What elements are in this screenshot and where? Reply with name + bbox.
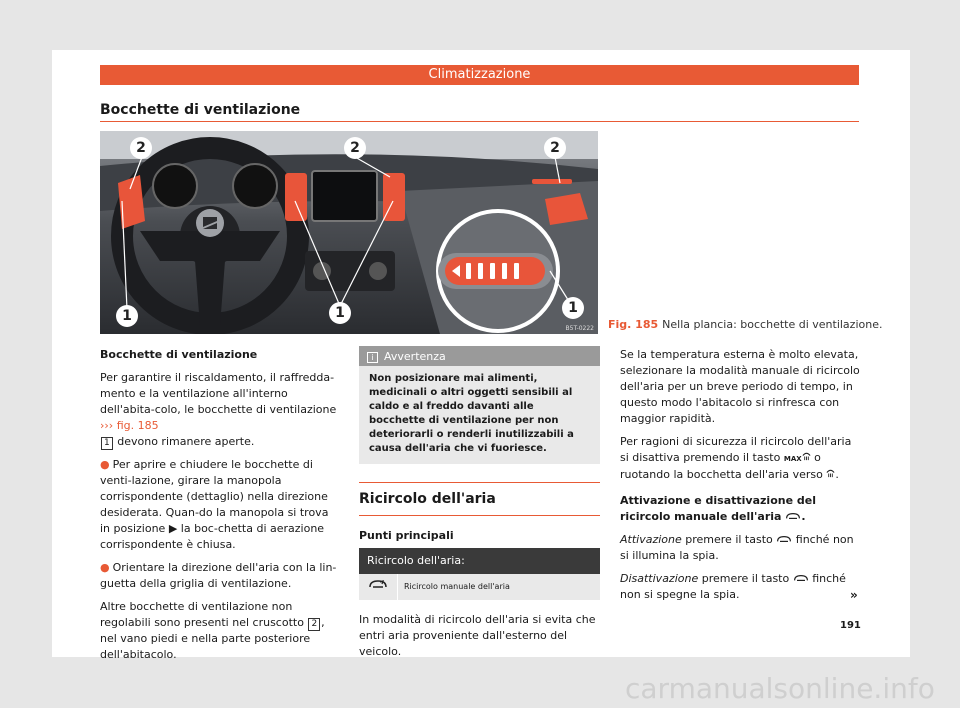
vents-paragraph-1 xyxy=(100,370,340,450)
column-3 xyxy=(620,347,860,610)
info-icon: i xyxy=(367,352,378,363)
callout-1-right: 1 xyxy=(562,297,584,319)
activation-subhead xyxy=(620,493,860,525)
bullet-icon: ● xyxy=(100,458,110,471)
bullet-2 xyxy=(100,560,340,592)
column-1 xyxy=(100,347,340,670)
text-run: Orientare la direzione dell'aria con la lin-guetta della griglia di ventilazione. xyxy=(100,561,337,590)
text-run: finché non si illumina la spia. xyxy=(620,533,854,562)
text-run: finché non si spegne la spia. xyxy=(620,572,846,601)
ref-number-2: 2 xyxy=(308,618,320,631)
figure-caption-text: Nella plancia: bocchette di ventilazione. xyxy=(662,318,883,331)
section-title: Bocchette di ventilazione xyxy=(100,102,301,118)
col3-paragraph-1: Se la temperatura esterna è molto elevata, selezionare la modalità manuale di ricircolo dell'aria per un breve periodo di tempo, in questo modo l'abitacolo si rinfresca con maggior rapidità. xyxy=(620,348,860,425)
watermark: carmanualsonline.info xyxy=(625,672,935,705)
vents-paragraph-2 xyxy=(100,599,340,663)
text-run: devono rimanere aperte. xyxy=(113,435,255,448)
key-points-subhead: Punti principali xyxy=(359,529,454,542)
text-run: . xyxy=(801,510,806,523)
recirculation-paragraph: In modalità di ricircolo dell'aria si evita che entri aria proveniente dall'esterno del veicolo. xyxy=(359,613,596,658)
recirculation-icon xyxy=(793,572,809,585)
bullet-1 xyxy=(100,457,340,553)
callout-2-left: 2 xyxy=(130,137,152,159)
warning-title: Avvertenza xyxy=(384,350,446,363)
figure-caption xyxy=(608,318,882,331)
text-run: o ruotando la bocchetta dell'aria verso xyxy=(620,451,827,481)
figure-caption-ref: Fig. 185 xyxy=(608,318,659,331)
chapter-header: Climatizzazione xyxy=(100,65,859,85)
text-run: premere il tasto xyxy=(681,533,777,546)
ref-number-1: 1 xyxy=(101,437,113,450)
text-run: Per ragioni di sicurezza il ricircolo dell'aria si disattiva premendo il tasto xyxy=(620,435,852,464)
dashboard-figure xyxy=(100,131,598,334)
recirculation-icon xyxy=(776,533,792,546)
page-number: 191 xyxy=(840,620,861,631)
deactivation-paragraph xyxy=(620,571,860,603)
deactivation-label: Disattivazione xyxy=(620,572,699,585)
column-2 xyxy=(359,346,600,667)
warning-header xyxy=(359,346,600,366)
continue-chevrons: » xyxy=(850,588,858,602)
text-run: la boc-chetta di aerazione corrispondente è chiusa. xyxy=(100,522,325,551)
callout-2-center: 2 xyxy=(344,137,366,159)
max-defrost-icon xyxy=(784,455,811,463)
figure-code: B5T-0222 xyxy=(565,325,594,332)
activation-paragraph xyxy=(620,532,860,564)
callout-1-center: 1 xyxy=(329,302,351,324)
vents-subhead: Bocchette di ventilazione xyxy=(100,348,258,361)
table-row xyxy=(359,574,600,600)
recirculation-icon xyxy=(785,510,801,523)
warning-box xyxy=(359,346,600,464)
bullet-icon: ● xyxy=(100,561,110,574)
callout-2-right: 2 xyxy=(544,137,566,159)
max-label: MAX xyxy=(783,455,802,463)
text-run: Attivazione e disattivazione del ricircolo manuale dell'aria xyxy=(620,494,816,523)
dashboard-illustration xyxy=(100,131,598,334)
activation-label: Attivazione xyxy=(620,533,682,546)
closed-position-icon: ▶ xyxy=(168,522,178,535)
callout-1-left: 1 xyxy=(116,305,138,327)
text-run: Per garantire il riscaldamento, il raffredda-mento e la ventilazione all'interno dell'abita-colo, le bocchette di ventilazione xyxy=(100,371,337,416)
warning-text: Non posizionare mai alimenti, medicinali o altri oggetti sensibili al caldo e al freddo davanti alle bocchette di ventilazione per non deteriorarli o renderli inutilizzabili a causa dell'aria che vi fuoriesce. xyxy=(369,373,574,454)
text-run: , nel vano piedi e nella parte posteriore dell'abitacolo. xyxy=(100,616,325,661)
text-run: Per aprire e chiudere le bocchette di venti-lazione, girare la manopola corrispondente (dettaglio) nella direzione desiderata. Quan-do la manopola si trova in posizione xyxy=(100,458,329,535)
table-cell-description: Ricircolo manuale dell'aria xyxy=(397,574,600,600)
text-run: premere il tasto xyxy=(698,572,793,585)
text-run: . xyxy=(835,468,839,481)
title-rule xyxy=(100,121,859,122)
recirculation-icon xyxy=(359,579,397,595)
col3-paragraph-2 xyxy=(620,434,860,483)
recirculation-heading: Ricircolo dell'aria xyxy=(359,482,600,516)
figure-link[interactable]: ››› fig. 185 xyxy=(100,419,159,432)
text-run: Altre bocchette di ventilazione non regolabili sono presenti nel cruscotto xyxy=(100,600,308,629)
table-header: Ricircolo dell'aria: xyxy=(359,548,600,574)
